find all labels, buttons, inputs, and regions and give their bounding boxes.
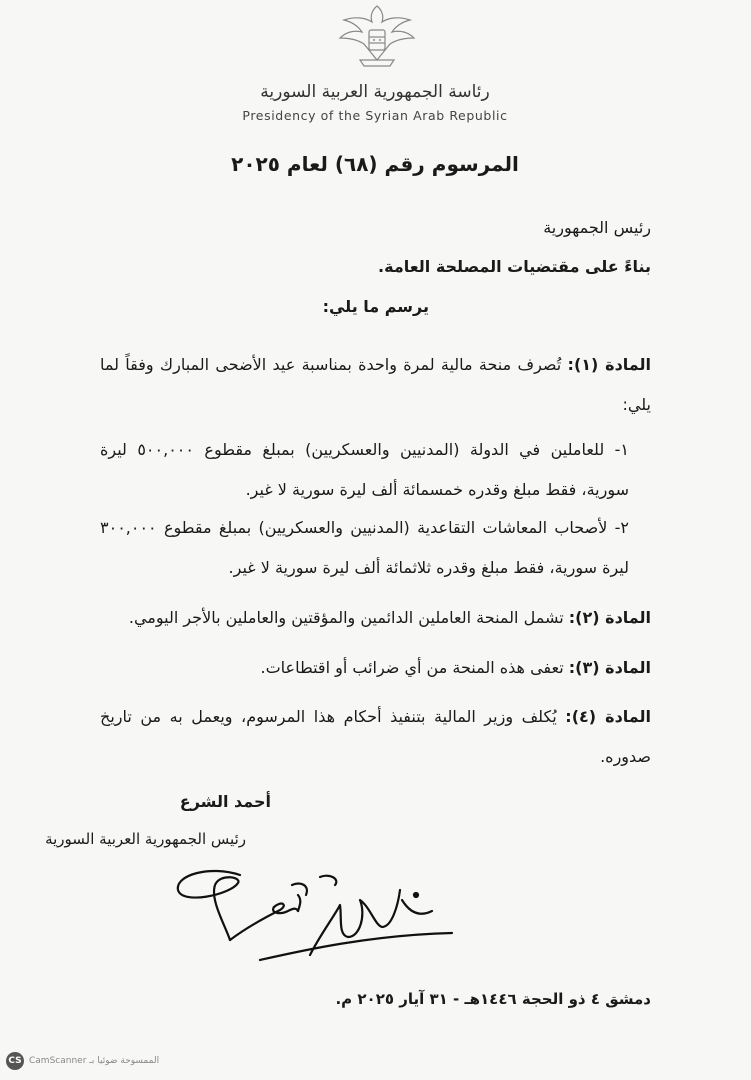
article-text: تشمل المنحة العاملين الدائمين والمؤقتين والعاملين بالأجر اليومي. (128, 608, 569, 627)
header-arabic: رئاسة الجمهورية العربية السورية (260, 82, 490, 102)
handwritten-signature (170, 855, 460, 975)
article-label: المادة (٤): (565, 707, 652, 726)
article-text: يُكلف وزير المالية بتنفيذ أحكام هذا المرسوم، ويعمل به من تاريخ صدوره. (100, 707, 651, 766)
date-line: دمشق ٤ ذو الحجة ١٤٤٦هـ - ٣١ آيار ٢٠٢٥ م. (335, 990, 651, 1008)
watermark-text: CamScanner الممسوحة ضوئيا بـ (29, 1056, 160, 1066)
article-2 (100, 598, 651, 638)
syrian-eagle-emblem-icon (332, 0, 422, 70)
article-text: تعفى هذه المنحة من أي ضرائب أو اقتطاعات. (260, 658, 569, 677)
article-3 (100, 648, 651, 688)
decrees-line: يرسم ما يلي: (322, 297, 429, 316)
article-1 (100, 345, 651, 425)
signatory-name: أحمد الشرع (179, 792, 271, 811)
header-english: Presidency of the Syrian Arab Republic (242, 108, 508, 123)
article-4 (100, 697, 651, 777)
article-label: المادة (١): (567, 355, 652, 374)
basis-line: بناءً على مقتضيات المصلحة العامة. (378, 257, 651, 276)
article-text: تُصرف منحة مالية لمرة واحدة بمناسبة عيد الأضحى المبارك وفقاً لما يلي: (100, 355, 651, 414)
article-label: المادة (٢): (568, 608, 651, 627)
article-label: المادة (٣): (568, 658, 651, 677)
issuer-line: رئيس الجمهورية (543, 218, 651, 237)
list-item-2: ٢- لأصحاب المعاشات التقاعدية (المدنيين والعسكريين) بمبلغ مقطوع ٣٠٠,٠٠٠ ليرة سورية، فقط مبلغ وقدره ثلاثمائة ألف ليرة سورية لا غير. (100, 518, 629, 577)
scanner-watermark (6, 1052, 159, 1070)
list-item-1: ١- للعاملين في الدولة (المدنيين والعسكريين) بمبلغ مقطوع ٥٠٠,٠٠٠ ليرة سورية، فقط مبلغ وقدره خمسمائة ألف ليرة سورية لا غير. (100, 440, 629, 499)
decree-title: المرسوم رقم (٦٨) لعام ٢٠٢٥ (231, 152, 519, 176)
camscanner-logo-icon: CS (6, 1052, 24, 1070)
signatory-title: رئيس الجمهورية العربية السورية (45, 830, 246, 848)
